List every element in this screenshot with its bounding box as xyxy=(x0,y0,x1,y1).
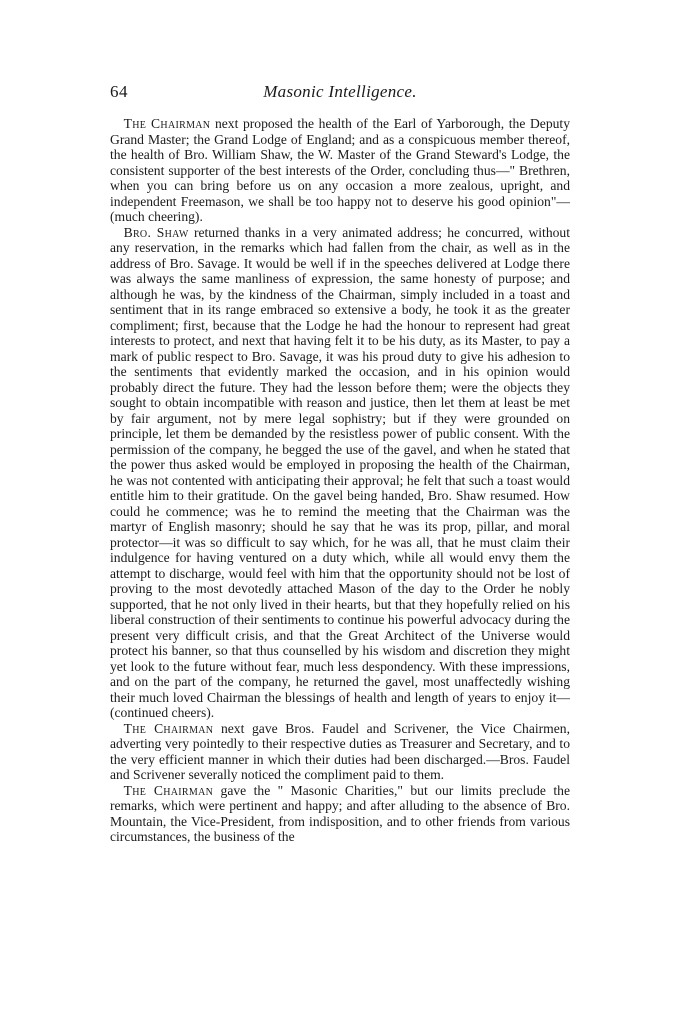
paragraph-text: gave the " Masonic Charities," but our limits preclude the remarks, which were pertinent and happy; and after alluding to the absence of Bro. Mountain, the Vice-President, from indisposition, and to other friends from various circumstances, the business of the xyxy=(110,782,570,844)
paragraph-text: returned thanks in a very animated address; he concurred, without any reservation, in the remarks which had fallen from the chair, as well as in the address of Bro. Savage. It would be well if in the speeches delivered at Lodge there was always the same manliness of expression, the same honesty of purpose; and although he was, by the kindness of the Chairman, simply included in a toast and sentiment that in its range embraced so extensive a body, he took it as the greater compliment; first, because that the Lodge he had the honour to represent had great interests to protect, and next that having felt it to be his duty, as its Master, to pay a mark of public respect to Bro. Savage, it was his proud duty to give his adhesion to the sentiments that evidently marked the occasion, and in his opinion would probably direct the future. They had the lesson before them; were the objects they sought to obtain incompatible with reason and justice, then let them at least be met by fair argument, not by mere legal sophistry; but if they were grounded on principle, let them be demanded by the resistless power of public consent. With the permission of the company, he begged the use of the gavel, and when he stated that the power thus asked would be employed in proposing the health of the Chairman, he was not contented with anticipating their approval; he felt that such a toast would entitle him to their gratitude. On the gavel being handed, Bro. Shaw resumed. How could he commence; was he to remind the meeting that the Chairman was the martyr of English masonry; should he say that he was its prop, pillar, and moral protector—it was so difficult to say which, for he was all, that he must claim their indulgence for having ventured on a duty which, while all would envy them the attempt to discharge, would feel with him that the opportunity should not be lost of proving to the most devotedly attached Mason of the day to the Order he nobly supported, that he not only lived in their hearts, but that they hopefully relied on his liberal construction of their sentiments to continue his powerful advocacy during the present very difficult crisis, and that the Great Architect of the Universe would protect his banner, so that thus counselled by his wisdom and discretion they might yet look to the future without fear, much less despondency. With these impressions, and on the part of the company, he returned the gavel, most unaffectedly wishing their much loved Chairman the blessings of health and length of years to enjoy it—(continued cheers). xyxy=(110,224,571,720)
paragraph-shaw-reply xyxy=(110,225,570,721)
paragraph-text: next proposed the health of the Earl of Yarborough, the Deputy Grand Master; the Grand Lodge of England; and as a conspicuous member thereof, the health of Bro. William Shaw, the W. Master of the Grand Steward's Lodge, the consistent supporter of the best interests of the Order, concluding thus—" Brethren, when you can bring before us on any occasion a more zealous, upright, and independent Freemason, we shall be too happy not to deserve his good opinion"—(much cheering). xyxy=(110,116,571,224)
page-number: 64 xyxy=(110,82,128,101)
paragraph-masonic-charities xyxy=(110,783,570,845)
running-head xyxy=(110,82,570,106)
body-text xyxy=(110,116,570,845)
paragraph-text: next gave Bros. Faudel and Scrivener, the Vice Chairmen, adverting very pointedly to their respective duties as Treasurer and Secretary, and to the very efficient manner in which their duties had been discharged.—Bros. Faudel and Scrivener severally noticed the compliment paid to them. xyxy=(110,720,570,782)
speaker-name: The Chairman xyxy=(123,720,214,736)
paragraph-chairman-yarborough xyxy=(110,116,570,225)
running-title: Masonic Intelligence. xyxy=(263,82,417,101)
paragraph-vice-chairmen xyxy=(110,721,570,783)
speaker-name: The Chairman xyxy=(123,116,211,131)
speaker-name: Bro. Shaw xyxy=(123,224,189,240)
speaker-name: The Chairman xyxy=(123,782,214,798)
